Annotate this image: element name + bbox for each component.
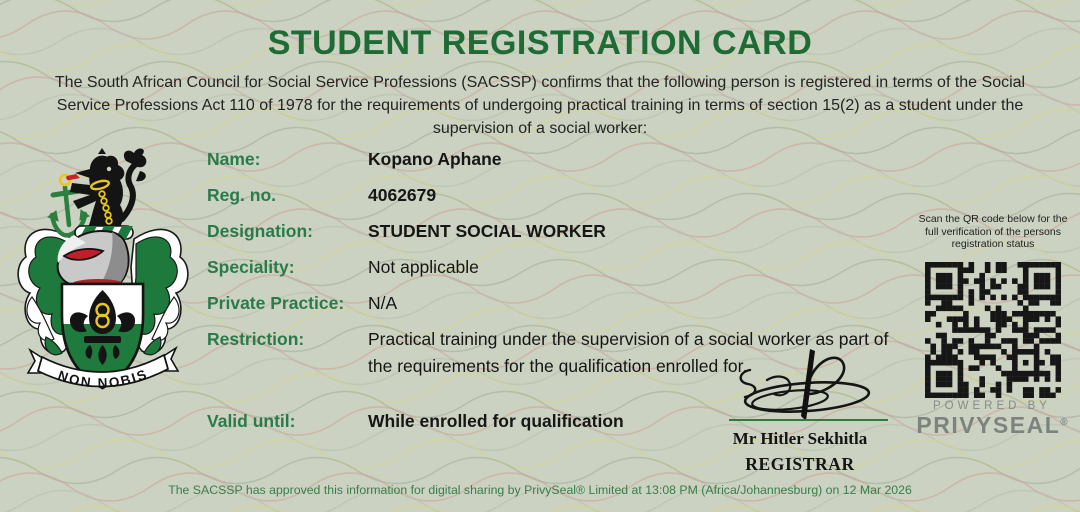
field-value: Kopano Aphane [368, 149, 502, 169]
motto-text: NON NOBIS [56, 366, 151, 391]
privyseal-logo [900, 412, 1080, 439]
field-value: Not applicable [368, 257, 479, 277]
field-label: Restriction: [207, 329, 305, 349]
field-label: Name: [207, 149, 261, 169]
card-title: STUDENT REGISTRATION CARD [267, 24, 813, 62]
field-value: N/A [368, 293, 398, 313]
field-row-private-practice [207, 290, 913, 316]
helmet-icon [58, 231, 129, 289]
approval-footer: The SACSSP has approved this information for digital sharing by PrivySeal® Limited at 13:08 PM (Africa/Johannesburg) on 12 Mar 2026 [168, 483, 912, 497]
qr-scan-instruction: Scan the QR code below for the full verification of the persons registration status [918, 213, 1068, 250]
registrar-title: REGISTRAR [745, 454, 855, 474]
field-label: Reg. no. [207, 185, 277, 205]
field-label: Designation: [207, 221, 313, 241]
field-label: Speciality: [207, 257, 295, 277]
lion-crest-icon [66, 148, 146, 236]
field-value: While enrolled for qualification [368, 411, 624, 431]
field-value: Practical training under the supervision of a social worker as part of the requirements for the qualification enrolled for. [368, 329, 889, 376]
field-row-designation [207, 218, 913, 244]
sacssp-coat-of-arms-icon [12, 147, 194, 413]
field-value: 4062679 [368, 185, 437, 205]
signature-underline [729, 419, 888, 421]
registrar-signature-icon [722, 348, 892, 422]
field-row-name [207, 146, 913, 172]
powered-by-label: POWERED BY [933, 400, 1051, 412]
registrar-name: Mr Hitler Sekhitla [732, 429, 868, 448]
intro-text: The South African Council for Social Service Professions (SACSSP) confirms that the following person is registered in terms of the Social Service Professions Act 110 of 1978 for the requirements of undergoing practical training in terms of section 15(2) as a student under the supervision of a social worker: [54, 74, 1026, 137]
qr-code [925, 262, 1061, 398]
field-row-reg-no [207, 182, 913, 208]
field-label: Valid until: [207, 411, 296, 431]
field-label: Private Practice: [207, 293, 345, 313]
registered-trademark-symbol: ® [1060, 417, 1068, 428]
field-value: STUDENT SOCIAL WORKER [368, 221, 606, 241]
privyseal-wordmark: PRIVYSEAL [916, 412, 1061, 438]
field-row-speciality [207, 254, 913, 280]
